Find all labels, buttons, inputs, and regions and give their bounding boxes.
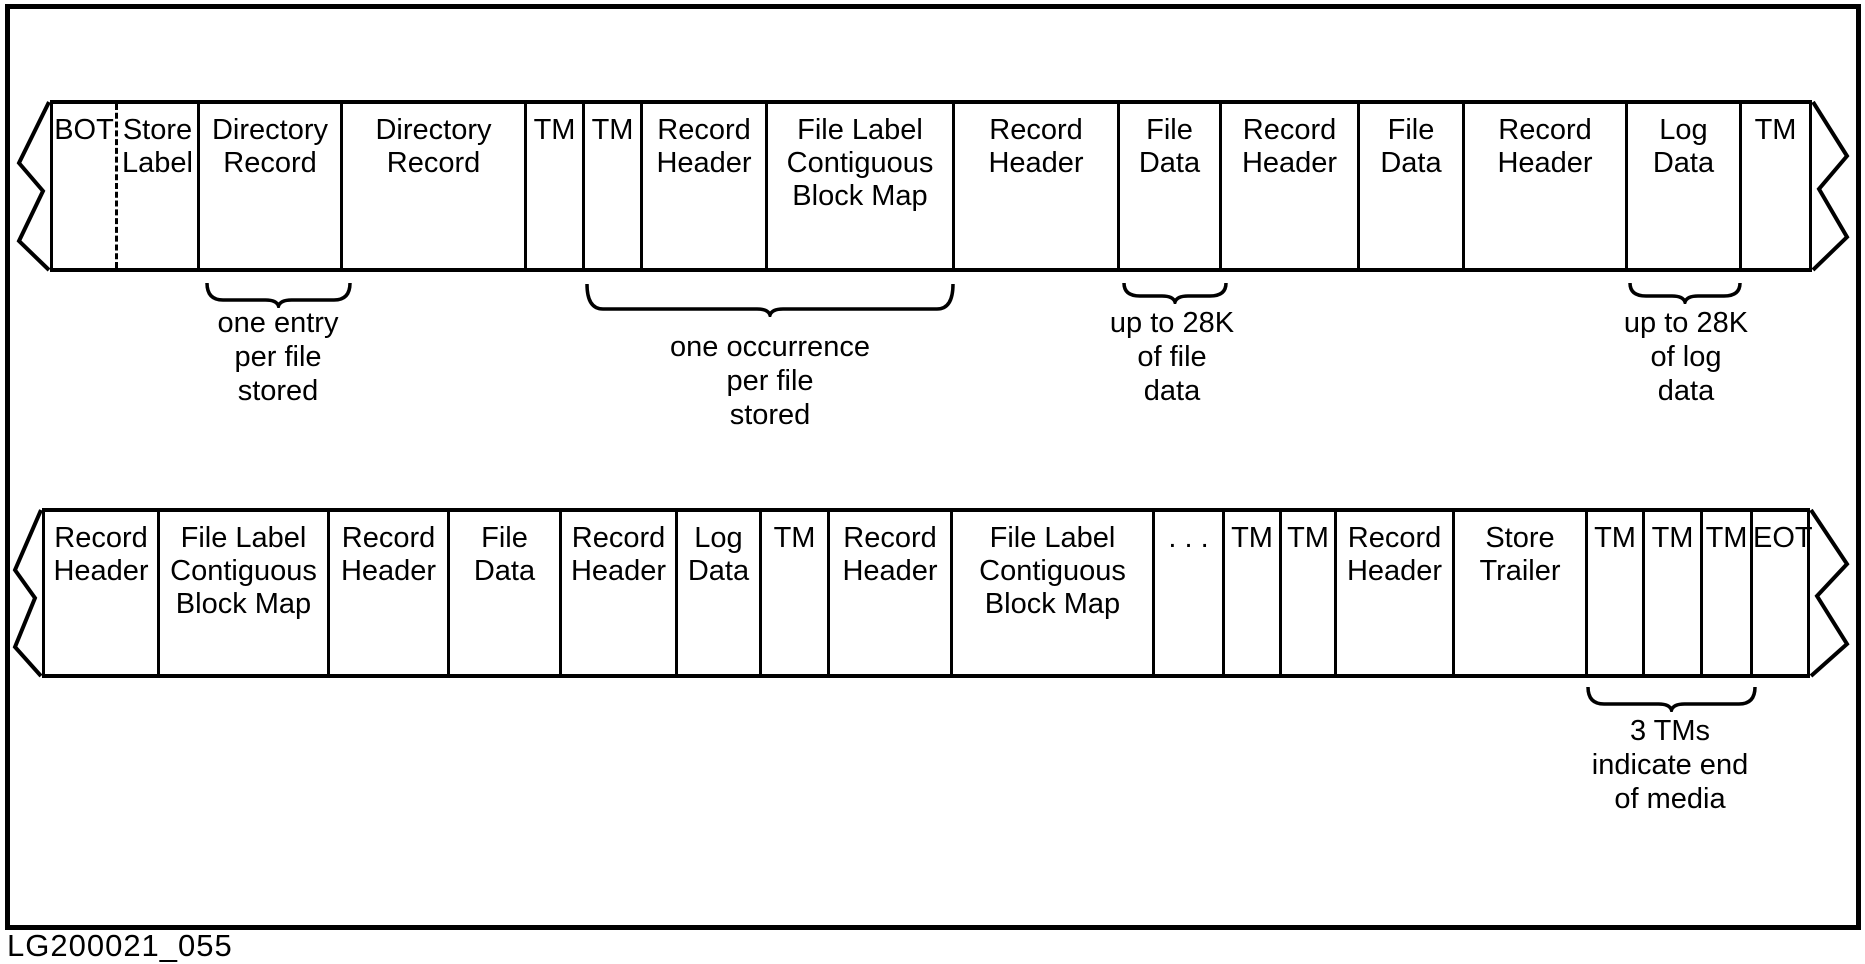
one-entry-note-brace-icon — [205, 282, 352, 308]
segment-label: TM — [1651, 522, 1694, 554]
segment-tm — [1742, 104, 1812, 268]
segment-label: Contiguous — [786, 147, 934, 179]
torn-tape-edge-right-icon — [1810, 508, 1852, 678]
segment-record-header — [562, 512, 678, 674]
segment-record-header — [1222, 104, 1360, 268]
annotation-line: up to 28K — [1623, 307, 1749, 339]
segment-file-label-contiguous-block-map — [160, 512, 330, 674]
annotation-line: of file — [1137, 341, 1207, 373]
tape-row-1-cells — [50, 100, 1812, 272]
file-data-size-note — [1110, 306, 1234, 408]
segment-log-data — [678, 512, 762, 674]
annotation-line: of log — [1650, 341, 1722, 373]
segment-eot — [1753, 512, 1813, 674]
segment-label: Header — [656, 147, 752, 179]
segment-label: Header — [1241, 147, 1338, 179]
annotation-line: of media — [1614, 783, 1726, 815]
segment-label: TM — [773, 522, 816, 554]
segment-label: Log — [1659, 114, 1708, 146]
segment-label: TM — [533, 114, 576, 146]
segment-label: Block Map — [175, 588, 312, 620]
segment-tm — [1703, 512, 1753, 674]
segment-label: Block Map — [792, 180, 928, 212]
segment-label: EOT — [1753, 522, 1813, 554]
segment-label: TM — [1594, 522, 1636, 554]
segment-tm — [527, 104, 585, 268]
segment-record-header — [42, 512, 160, 674]
segment-label: Record — [1347, 522, 1442, 554]
segment-label: Header — [842, 555, 938, 587]
segment-label: TM — [591, 114, 634, 146]
tape-row-2-cells — [42, 508, 1813, 678]
segment-label: BOT — [54, 114, 114, 146]
segment-record-header — [1465, 104, 1628, 268]
segment-log-data — [1628, 104, 1742, 268]
segment-tm — [762, 512, 830, 674]
segment-label: Record — [1498, 114, 1592, 146]
segment-label: TM — [1287, 522, 1329, 554]
segment-label: TM — [1231, 522, 1273, 554]
segment-directory-record — [200, 104, 343, 268]
segment-label: Data — [473, 555, 536, 587]
tape-row-1 — [0, 100, 1865, 272]
segment-record-header — [955, 104, 1120, 268]
segment-file-label-contiguous-block-map — [953, 512, 1155, 674]
annotation-line: one entry — [217, 307, 339, 339]
tape-row-2 — [0, 508, 1865, 678]
segment-label: Data — [1138, 147, 1201, 179]
segment-tm — [1282, 512, 1337, 674]
segment-label: Data — [1652, 147, 1715, 179]
one-occurrence-note-brace-icon — [585, 283, 955, 317]
segment-tm — [1645, 512, 1703, 674]
segment-tm — [1225, 512, 1282, 674]
segment-file-data — [1120, 104, 1222, 268]
segment-label: Record — [571, 522, 666, 554]
segment-bot — [50, 104, 118, 268]
segment-file-label-contiguous-block-map — [768, 104, 955, 268]
annotation-line: per file — [234, 341, 322, 373]
segment-label: Data — [687, 555, 750, 587]
segment-label: File Label — [989, 522, 1116, 554]
file-data-size-note-brace-icon — [1122, 282, 1228, 304]
segment-tm — [1588, 512, 1645, 674]
segment-label: Directory — [211, 114, 328, 146]
segment-label: Data — [1380, 147, 1442, 179]
segment-label: Header — [340, 555, 437, 587]
annotation-line: data — [1143, 375, 1201, 407]
segment-record-header — [830, 512, 953, 674]
torn-tape-edge-right-icon — [1812, 100, 1852, 272]
segment-record-header — [330, 512, 450, 674]
annotation-line: stored — [237, 375, 319, 407]
segment-store-label — [118, 104, 200, 268]
segment-label: Header — [1497, 147, 1593, 179]
segment-label: Trailer — [1479, 555, 1561, 587]
segment-label: Log — [694, 522, 743, 554]
one-occurrence-note — [670, 330, 870, 432]
segment-label: Record — [989, 114, 1083, 146]
segment-file-data — [1360, 104, 1465, 268]
segment-label: Record — [386, 147, 481, 179]
annotation-line: stored — [729, 399, 811, 431]
segment-label: Label — [122, 147, 193, 179]
annotation-line: up to 28K — [1109, 307, 1235, 339]
segment-label: Contiguous — [979, 555, 1126, 587]
log-data-size-note-brace-icon — [1628, 282, 1742, 304]
segment-label: File — [1387, 114, 1435, 146]
segment-file-data — [450, 512, 562, 674]
segment-label: Record — [341, 522, 436, 554]
segment-label: Header — [988, 147, 1084, 179]
segment-record-header — [643, 104, 768, 268]
segment-store-trailer — [1455, 512, 1588, 674]
torn-tape-edge-left-icon — [10, 508, 42, 678]
annotation-line: data — [1657, 375, 1715, 407]
segment-label: TM — [1754, 114, 1797, 146]
segment-label: Block Map — [984, 588, 1121, 620]
annotation-line: 3 TMs — [1629, 715, 1711, 747]
log-data-size-note — [1624, 306, 1748, 408]
segment-label: Directory — [375, 114, 492, 146]
three-tms-note — [1592, 714, 1748, 816]
segment-label: Store — [122, 114, 193, 146]
segment-label: Record — [54, 522, 148, 554]
torn-tape-edge-left-icon — [14, 100, 50, 272]
segment-label: File Label — [180, 522, 307, 554]
segment-tm — [585, 104, 643, 268]
segment-label: File — [1146, 114, 1193, 146]
segment-label: File — [481, 522, 528, 554]
segment-label: Header — [570, 555, 667, 587]
segment-label: Record — [1242, 114, 1337, 146]
annotation-line: indicate end — [1591, 749, 1749, 781]
segment-label: . . . — [1168, 522, 1209, 554]
segment-label: File Label — [797, 114, 923, 146]
segment-label: Header — [1346, 555, 1443, 587]
segment-label: TM — [1705, 522, 1748, 554]
segment-directory-record — [343, 104, 527, 268]
segment-label: Contiguous — [170, 555, 317, 587]
segment-label: Header — [53, 555, 149, 587]
segment-ellipsis — [1155, 512, 1225, 674]
segment-record-header — [1337, 512, 1455, 674]
segment-label: Record — [223, 147, 317, 179]
segment-label: Record — [843, 522, 937, 554]
annotation-line: per file — [726, 365, 814, 397]
segment-label: Store — [1485, 522, 1555, 554]
annotation-line: one occurrence — [670, 331, 870, 363]
one-entry-note — [218, 306, 339, 408]
figure-id: LG200021_055 — [7, 928, 233, 963]
segment-label: Record — [657, 114, 751, 146]
three-tms-note-brace-icon — [1586, 686, 1757, 712]
